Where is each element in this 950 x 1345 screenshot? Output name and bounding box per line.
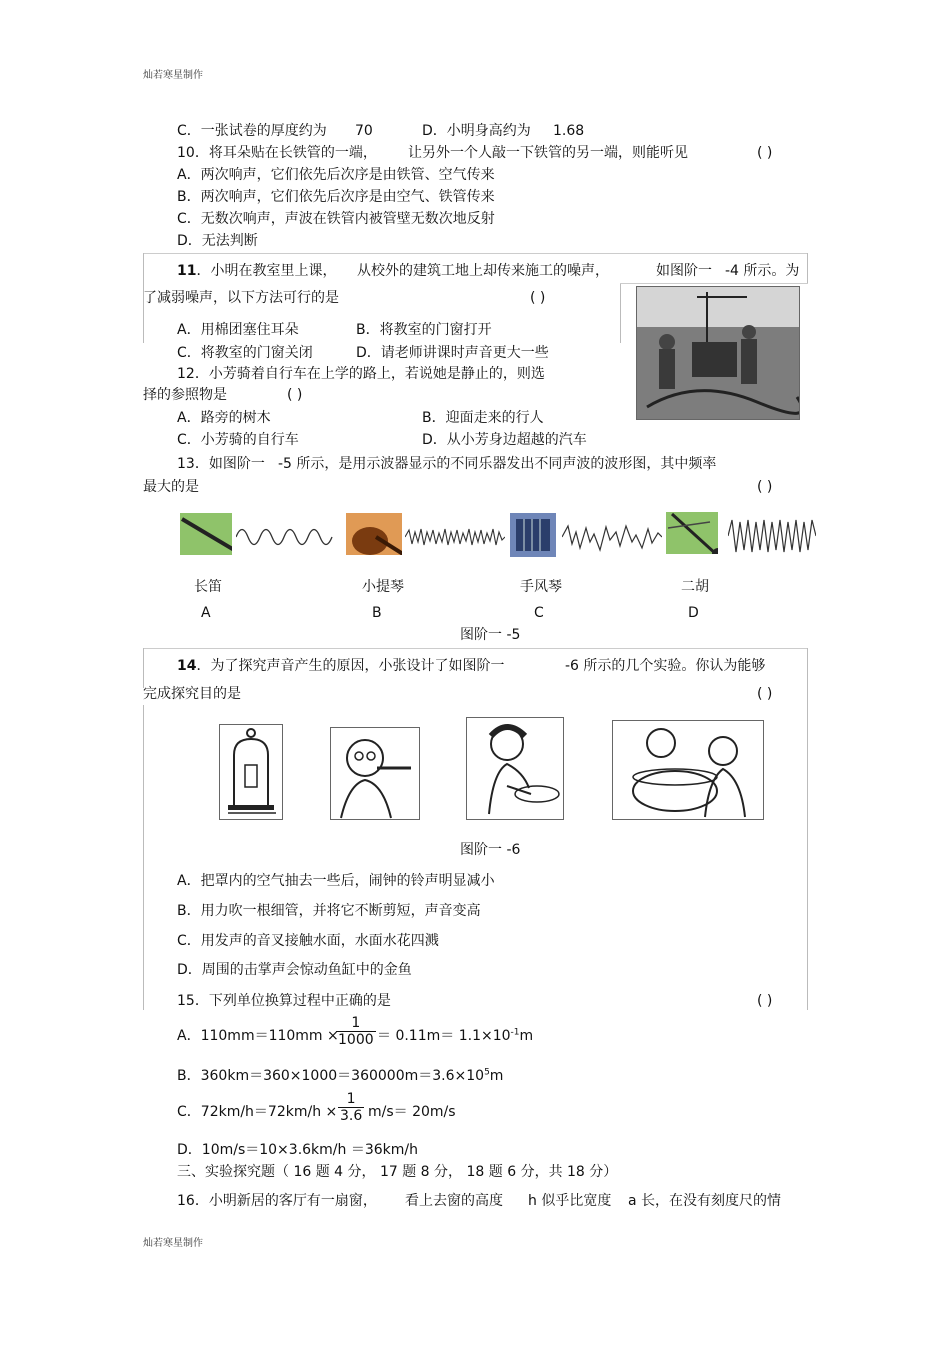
q15-option-d-prefix: D．	[177, 1142, 202, 1158]
q11-frame-right	[807, 253, 808, 283]
q11-stem	[177, 262, 336, 280]
q11-number: 11	[177, 263, 197, 279]
q15-stem: 15．下列单位换算过程中正确的是	[177, 993, 391, 1009]
q15-option-a	[177, 1027, 339, 1045]
q15-option-c-right: m/s＝ 20m/s	[368, 1104, 456, 1120]
q15-option-d	[177, 1141, 418, 1159]
q15-option-a-exponent: -1	[510, 1027, 520, 1038]
clapping-fish-tank-image	[612, 720, 764, 820]
q9-option-d: D．小明身高约为	[422, 123, 531, 139]
q10-option-a: A．两次响声，它们依先后次序是由铁管、空气传来	[177, 167, 495, 183]
construction-site-photo	[636, 286, 800, 420]
q14-option-a: A．把罩内的空气抽去一些后，闹钟的铃声明显减小	[177, 873, 495, 889]
instrument-letter-b: B	[372, 605, 382, 621]
q15-option-b-exponent: 5	[484, 1067, 490, 1078]
q15-option-c-left: 72km/h＝72km/h ×	[200, 1104, 338, 1120]
page-footer: 灿若寒星制作	[143, 1238, 203, 1249]
accordion-icon	[510, 513, 556, 557]
q12-option-a: A．路旁的树木	[177, 410, 271, 426]
q15-answer-bracket: ( )	[757, 993, 773, 1009]
fraction-numerator: 1	[336, 1015, 376, 1032]
instrument-label-violin: 小提琴	[362, 579, 404, 595]
q15-option-a-left: 110mm＝110mm ×	[200, 1028, 339, 1044]
q10-option-d: D．无法判断	[177, 233, 258, 249]
q11-option-c: C．将教室的门窗关闭	[177, 345, 313, 361]
q14-stem-cont: -6 所示的几个实验。你认为能够	[565, 658, 766, 674]
q10-stem-cont: 让另外一个人敲一下铁管的另一端，则能听见	[408, 145, 688, 161]
fraction-denominator: 3.6	[340, 1108, 363, 1124]
q14-number: 14	[177, 658, 197, 674]
bell-jar-alarm-clock-image	[219, 724, 283, 820]
q15-option-a-expr: ＝ 0.11m＝ 1.1×10	[377, 1028, 511, 1044]
q10-option-b: B．两次响声，它们依先后次序是由空气、铁管传来	[177, 189, 495, 205]
tuning-fork-water-image	[466, 717, 564, 820]
q10-answer-bracket: ( )	[757, 145, 773, 161]
q15-option-d-expr: 10m/s＝10×3.6km/h ＝36km/h	[201, 1142, 418, 1158]
q14-stem-line2: 完成探究目的是	[143, 686, 241, 702]
instrument-letter-a: A	[201, 605, 211, 621]
q11-frame-top	[143, 253, 808, 254]
flute-waveform	[236, 520, 336, 554]
q11-option-b: B．将教室的门窗打开	[356, 322, 492, 338]
q12-stem-line2: 择的参照物是	[143, 387, 227, 403]
instrument-label-erhu: 二胡	[681, 579, 709, 595]
q16-stem-cont1: 看上去窗的高度	[405, 1193, 503, 1209]
fraction-numerator: 1	[338, 1091, 364, 1108]
q9-option-d-value: 1.68	[553, 123, 585, 139]
instrument-label-flute: 长笛	[194, 579, 222, 595]
q14-option-b: B．用力吹一根细管，并将它不断剪短，声音变高	[177, 903, 481, 919]
q14-answer-bracket: ( )	[757, 686, 773, 702]
q12-option-c: C．小芳骑的自行车	[177, 432, 299, 448]
q12-option-b: B．迎面走来的行人	[422, 410, 544, 426]
q14-frame-left-upper	[143, 648, 144, 688]
q14-frame-left-lower	[143, 705, 144, 1010]
fraction-denominator: 1000	[338, 1032, 374, 1048]
q11-stem-cont3: -4 所示。为	[725, 263, 800, 279]
q12-option-d: D．从小芳身边超越的汽车	[422, 432, 587, 448]
q15-option-c-prefix: C．	[177, 1104, 201, 1120]
q15-option-b-expr: 360km＝360×1000＝360000m＝3.6×10	[200, 1068, 485, 1084]
q15-option-c	[177, 1103, 337, 1121]
q11-photo-frame-top	[620, 283, 808, 284]
q13-stem-cont: -5 所示，是用示波器显示的不同乐器发出不同声波的波形图，其中频率	[278, 456, 717, 472]
q15-option-a-unit: m	[519, 1028, 534, 1044]
q16-stem: 16．小明新居的客厅有一扇窗，	[177, 1193, 377, 1209]
q11-stem-cont1: 从校外的建筑工地上却传来施工的噪声，	[357, 263, 609, 279]
instrument-letter-d: D	[688, 605, 699, 621]
q14-frame-top	[143, 648, 808, 649]
q15-option-b-prefix: B．	[177, 1068, 201, 1084]
section-3-heading: 三、实验探究题（ 16 题 4 分， 17 题 8 分， 18 题 6 分，共 18 分）	[177, 1164, 618, 1180]
q11-option-d: D．请老师讲课时声音更大一些	[356, 345, 549, 361]
q14-frame-right	[807, 648, 808, 1010]
flute-icon	[180, 513, 232, 555]
instrument-letter-c: C	[534, 605, 544, 621]
q15-option-b	[177, 1067, 503, 1085]
q13-stem-line2: 最大的是	[143, 479, 199, 495]
erhu-icon	[666, 512, 718, 554]
q13-stem: 13．如图阶一	[177, 456, 265, 472]
q10-stem: 10．将耳朵贴在长铁管的一端，	[177, 145, 377, 161]
q14-option-c: C．用发声的音叉接触水面，水面水花四溅	[177, 933, 439, 949]
instrument-label-accordion: 手风琴	[520, 579, 562, 595]
q15-option-b-unit: m	[489, 1068, 504, 1084]
erhu-waveform	[728, 516, 816, 556]
q11-stem-cont2: 如图阶一	[656, 263, 712, 279]
q15-option-c-fraction	[338, 1091, 364, 1124]
q12-stem: 12．小芳骑着自行车在上学的路上，若说她是静止的，则选	[177, 366, 545, 382]
q10-option-c: C．无数次响声，声波在铁管内被管壁无数次地反射	[177, 211, 495, 227]
q13-answer-bracket: ( )	[757, 479, 773, 495]
q15-option-a-fraction	[336, 1015, 376, 1048]
figure-caption-6: 图阶一 -6	[460, 842, 521, 858]
q11-answer-bracket: ( )	[530, 290, 546, 306]
q15-option-a-right	[377, 1027, 533, 1045]
violin-waveform	[405, 520, 505, 554]
q14-stem	[177, 657, 504, 675]
page-header: 灿若寒星制作	[143, 70, 203, 81]
blowing-tube-man-image	[330, 727, 420, 820]
q11-option-a: A．用棉团塞住耳朵	[177, 322, 299, 338]
q15-option-a-prefix: A．	[177, 1028, 201, 1044]
q16-stem-cont2: h 似乎比宽度	[528, 1193, 612, 1209]
q12-answer-bracket: ( )	[287, 387, 303, 403]
q11-stem-text: ．小明在教室里上课，	[196, 263, 337, 279]
q16-stem-cont3: a 长，在没有刻度尺的情	[628, 1193, 782, 1209]
accordion-waveform	[562, 518, 662, 556]
violin-icon	[346, 513, 402, 555]
q14-stem-text: ．为了探究声音产生的原因，小张设计了如图阶一	[196, 658, 505, 674]
figure-caption-5: 图阶一 -5	[460, 627, 521, 643]
q11-photo-frame-left	[620, 283, 621, 343]
q9-option-c: C．一张试卷的厚度约为	[177, 123, 327, 139]
q9-option-c-value: 70	[355, 123, 373, 139]
q14-option-d: D．周围的击掌声会惊动鱼缸中的金鱼	[177, 962, 412, 978]
q11-stem-line2: 了减弱噪声，以下方法可行的是	[143, 290, 339, 306]
